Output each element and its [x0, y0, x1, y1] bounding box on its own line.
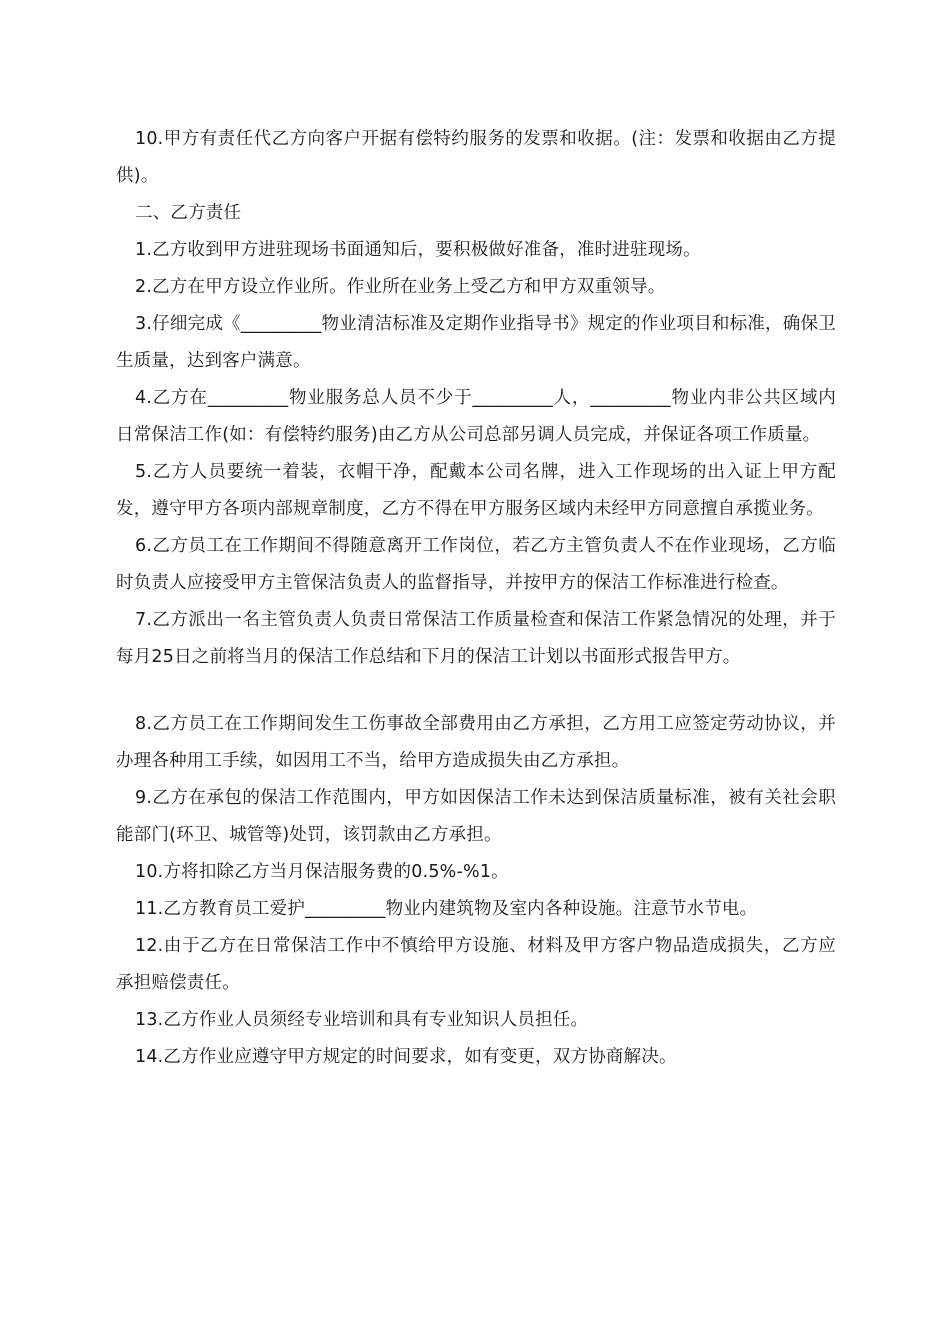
document-body: [116, 121, 836, 1076]
paragraph-party-b-item-1: 1.乙方收到甲方进驻现场书面通知后，要积极做好准备，准时进驻现场。: [135, 240, 701, 260]
blank-line: [116, 676, 836, 706]
paragraph-party-b-item-3: 3.仔细完成《_________物业清洁标准及定期作业指导书》规定的作业项目和标准，确保卫生质量，达到客户满意。: [116, 314, 836, 371]
paragraph-party-a-item-10: 10.甲方有责任代乙方向客户开据有偿特约服务的发票和收据。(注：发票和收据由乙方提供)。: [116, 129, 836, 186]
paragraph-party-b-item-7: 7.乙方派出一名主管负责人负责日常保洁工作质量检查和保洁工作紧急情况的处理，并于每月25日之前将当月的保洁工作总结和下月的保洁工计划以书面形式报告甲方。: [116, 610, 836, 667]
section-heading-party-b-responsibilities: 二、乙方责任: [135, 203, 242, 223]
paragraph-party-b-item-11: 11.乙方教育员工爱护_________物业内建筑物及室内各种设施。注意节水节电。: [135, 899, 758, 919]
paragraph-party-b-item-8: 8.乙方员工在工作期间发生工伤事故全部费用由乙方承担，乙方用工应签定劳动协议，并办理各种用工手续，如因用工不当，给甲方造成损失由乙方承担。: [116, 714, 836, 771]
paragraph-party-b-item-6: 6.乙方员工在工作期间不得随意离开工作岗位，若乙方主管负责人不在作业现场，乙方临时负责人应接受甲方主管保洁负责人的监督指导，并按甲方的保洁工作标准进行检查。: [116, 536, 836, 593]
paragraph-party-b-item-12: 12.由于乙方在日常保洁工作中不慎给甲方设施、材料及甲方客户物品造成损失，乙方应承担赔偿责任。: [116, 936, 836, 993]
paragraph-party-b-item-13: 13.乙方作业人员须经专业培训和具有专业知识人员担任。: [135, 1010, 589, 1030]
paragraph-party-b-item-10: 10.方将扣除乙方当月保洁服务费的0.5%-%1。: [135, 862, 509, 882]
paragraph-party-b-item-2: 2.乙方在甲方设立作业所。作业所在业务上受乙方和甲方双重领导。: [135, 277, 666, 297]
paragraph-party-b-item-5: 5.乙方人员要统一着装，衣帽干净，配戴本公司名牌，进入工作现场的出入证上甲方配发，遵守甲方各项内部规章制度，乙方不得在甲方服务区域内未经甲方同意擅自承揽业务。: [116, 462, 836, 519]
paragraph-party-b-item-14: 14.乙方作业应遵守甲方规定的时间要求，如有变更，双方协商解决。: [135, 1047, 677, 1067]
paragraph-party-b-item-4: 4.乙方在_________物业服务总人员不少于_________人，_________物业内非公共区域内日常保洁工作(如：有偿特约服务)由乙方从公司总部另调人员完成，并保证各项工作质量。: [116, 388, 836, 445]
paragraph-party-b-item-9: 9.乙方在承包的保洁工作范围内，甲方如因保洁工作未达到保洁质量标准，被有关社会职能部门(环卫、城管等)处罚，该罚款由乙方承担。: [116, 788, 836, 845]
